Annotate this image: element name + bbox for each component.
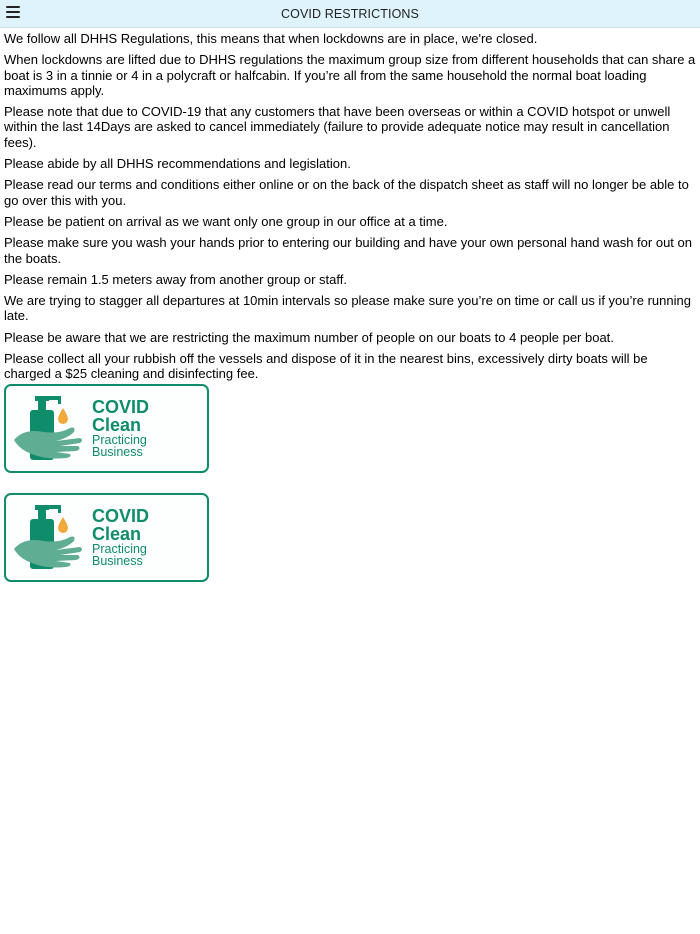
content [0,28,700,582]
hand-sanitizer-icon [10,388,90,468]
covid-clean-badge [4,493,209,582]
paragraph: Please read our terms and conditions either online or on the back of the dispatch sheet as staff will no longer be able to go over this with you. [4,177,689,208]
page-title: COVID RESTRICTIONS [281,6,419,21]
hamburger-menu-icon[interactable] [6,6,20,20]
paragraph: Please collect all your rubbish off the vessels and dispose of it in the nearest bins, excessively dirty boats will be charged a $25 cleaning and disinfecting fee. [4,351,648,382]
paragraph: We follow all DHHS Regulations, this means that when lockdowns are in place, we're closed. [4,31,538,46]
paragraph: When lockdowns are lifted due to DHHS regulations the maximum group size from different households that can share a boat is 3 in a tinnie or 4 in a polycraft or halfcabin. If you’re all from the same household the normal boat loading maximums apply. [4,52,696,98]
badge-text: COVID Clean Practicing Business [92,396,150,460]
badge-text: COVID Clean Practicing Business [92,505,150,569]
paragraph: Please be aware that we are restricting the maximum number of people on our boats to 4 people per boat. [4,329,614,345]
header-bar [0,0,700,28]
covid-clean-badge [4,384,209,473]
paragraph: Please be patient on arrival as we want only one group in our office at a time. [4,213,448,229]
paragraph: We are trying to stagger all departures at 10min intervals so please make sure you’re on time or call us if you’re running late. [4,293,691,324]
hand-sanitizer-icon [10,497,90,577]
paragraph: Please make sure you wash your hands prior to entering our building and have your own personal hand wash for out on the boats. [4,235,692,266]
paragraph: Please abide by all DHHS recommendations and legislation. [4,156,351,172]
paragraph: Please note that due to COVID-19 that any customers that have been overseas or within a COVID hotspot or unwell within the last 14Days are asked to cancel immediately (failure to provide adequate notice may result in cancellation fees). [4,104,671,150]
paragraph: Please remain 1.5 meters away from another group or staff. [4,271,347,287]
